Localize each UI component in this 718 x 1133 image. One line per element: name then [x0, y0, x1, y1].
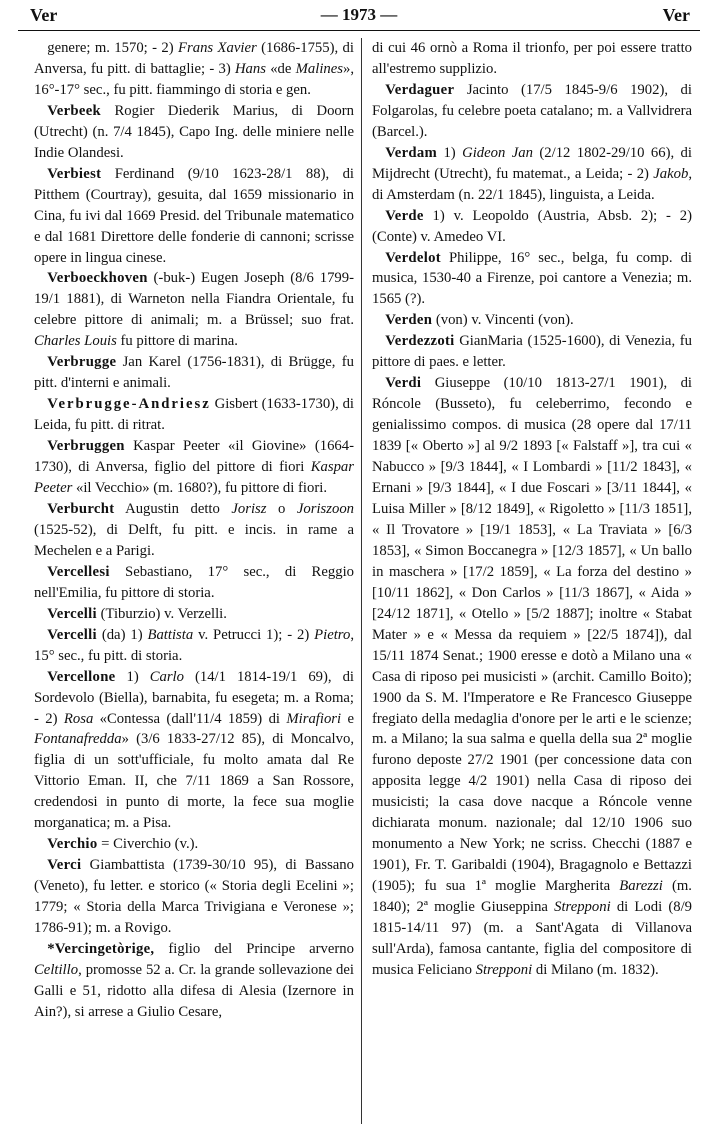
entry-text: = Civerchio (v.).: [97, 836, 199, 853]
entry-text: 1) v. Leopoldo (Austria, Absb. 2); - 2) (Conte) v. Amedeo VI.: [372, 207, 692, 245]
entry-headword: Verbeek: [47, 102, 101, 119]
page-header: [20, 4, 698, 26]
dictionary-entry: [34, 834, 354, 855]
dictionary-entry: [372, 310, 692, 331]
italic-name: Jorisz: [231, 500, 267, 517]
italic-name: Frans Xavier: [178, 40, 257, 56]
entry-text: Kaspar Peeter «il Giovine» (1664-1730), di Anversa, figlio del pittore di fiori: [34, 438, 354, 476]
dictionary-entry: [372, 143, 692, 206]
entry-text: Sebastiano, 17° sec., di Reggio nell'Emilia, fu pittore di storia.: [34, 563, 354, 601]
dictionary-entry: [34, 939, 354, 1023]
dictionary-entry: [372, 38, 692, 80]
italic-name: Jakob: [653, 165, 689, 182]
header-left-guide-word: Ver: [30, 5, 58, 25]
entry-text: Rogier Diederik Marius, di Doorn (Utrecht) (n. 7/4 1845), Capo Ing. delle miniere nelle Indie Olandesi.: [34, 102, 354, 161]
entry-text: (1686-1755), di Anversa, fu pitt. di battaglie; - 3): [34, 40, 354, 77]
italic-name: Rosa: [63, 710, 94, 727]
italic-name: Joriszoon: [296, 500, 355, 517]
entry-text: (2/12 1802-29/10 66), di Mijdrecht (Utrecht), fu matemat., a Leida; - 2): [372, 144, 692, 182]
entry-headword: Vercelli: [47, 626, 97, 643]
entry-text: (Tiburzio) v. Verzelli.: [96, 605, 227, 622]
entry-text: (-buk-) Eugen Joseph (8/6 1799-19/1 1881), di Warneton nella Fiandra Orientale, fu celebre pittore di animali; m. a Brüssel; suo frat.: [34, 270, 354, 329]
entry-headword: Verbiest: [47, 165, 102, 182]
entry-text: 1): [115, 668, 150, 685]
entry-text: », 16°-17° sec., fu pitt. fiammingo di storia e gen.: [34, 60, 354, 98]
dictionary-entry: [372, 373, 692, 981]
entry-text: (1525-52), di Delft, fu pitt. e incis. in rame a Mechelen e a Parigi.: [34, 521, 354, 559]
dictionary-entry: [34, 436, 354, 499]
entry-text: 1): [437, 144, 463, 161]
dictionary-entry: [34, 38, 354, 101]
entry-headword: Verde: [385, 207, 424, 224]
entry-text: Philippe, 16° sec., belga, fu comp. di musica, 1530-40 a Firenze, poi cantore a Venezia; m. 1565 (?).: [372, 249, 692, 308]
entry-text: (da) 1): [96, 626, 148, 643]
entry-text: e: [341, 710, 354, 727]
entry-text: genere; m. 1570; - 2): [47, 40, 179, 56]
entry-headword: Verbrugge-Andriesz: [47, 396, 211, 413]
entry-text: GianMaria (1525-1600), di Venezia, fu pittore di paes. e letter.: [372, 333, 692, 371]
dictionary-entry: [34, 352, 354, 394]
dictionary-entry: [34, 667, 354, 835]
entry-text: di cui 46 ornò a Roma il trionfo, per poi essere tratto all'estremo supplizio.: [372, 40, 692, 77]
italic-name: Kaspar Peeter: [34, 459, 354, 497]
entry-headword: Vercellesi: [47, 563, 110, 580]
italic-name: Carlo: [149, 668, 184, 685]
entry-text: , promosse 52 a. Cr. la grande sollevazione dei Galli e 51, ridotto alla difesa di Alesia (Izernore in Ain?), si arrese a Giulio Cesare,: [34, 961, 354, 1020]
dictionary-entry: [34, 604, 354, 625]
dictionary-entry: [372, 206, 692, 248]
italic-name: Charles Louis: [34, 333, 117, 350]
italic-name: Malines: [295, 60, 343, 77]
dictionary-entry: [34, 499, 354, 562]
dictionary-entry: [372, 331, 692, 373]
entry-headword: Vercelli: [47, 605, 97, 622]
entry-text: Jacinto (17/5 1845-9/6 1902), di Folgarolas, fu celebre poeta catalano; m. a Vallvidrera (Barcel.).: [372, 81, 692, 140]
entry-text: «de: [265, 60, 296, 77]
italic-name: Celtillo: [34, 961, 79, 978]
dictionary-entry: [372, 80, 692, 143]
entry-headword: Verci: [47, 857, 82, 874]
entry-text: «Contessa (dall'11/4 1859) di: [93, 710, 287, 727]
entry-text: «il Vecchio» (m. 1680?), fu pittore di fiori.: [72, 480, 327, 497]
entry-headword: Verboeckhoven: [47, 270, 148, 287]
entry-headword: Verdaguer: [385, 81, 455, 98]
entry-text: v. Petrucci 1); - 2): [193, 626, 315, 643]
entry-text: » (3/6 1833-27/12 85), di Moncalvo, figlia di un sott'ufficiale, fu molto amata dal Re Vittorio Eman. II, che 7/11 1869 a San Rossore, credendosi in punto di morte, la fece sua moglie morganatica; m. a Pisa.: [34, 731, 354, 832]
entry-text: , 15° sec., fu pitt. di storia.: [34, 626, 354, 664]
entry-headword: Verdam: [385, 144, 438, 161]
entry-text: , di Amsterdam (n. 22/1 1845), linguista, a Leida.: [372, 165, 692, 203]
entry-text: di Milano (m. 1832).: [532, 961, 659, 978]
italic-name: Hans: [234, 60, 266, 77]
italic-name: Pietro: [314, 626, 351, 643]
entry-headword: Verbrugge: [47, 354, 117, 371]
column-divider: [361, 38, 362, 1124]
italic-name: Fontanafredda: [34, 731, 122, 748]
entry-text: Ferdinand (9/10 1623-28/1 88), di Pitthem (Courtray), gesuita, dal 1659 missionario in Cina, fu ivi dal 1669 Presid. del Tribunale matematico e dal 1681 Direttore delle fonderie di cannoni; scrisse opere in lingua cinese.: [34, 165, 354, 266]
entry-text: o: [266, 500, 297, 517]
entry-headword: Verdelot: [385, 249, 441, 266]
italic-name: Mirafiori: [286, 710, 342, 727]
entry-headword: *Vercingetòrige,: [47, 940, 155, 957]
right-column: [372, 38, 692, 981]
dictionary-entry: [34, 101, 354, 164]
italic-name: Barezzi: [619, 878, 663, 895]
entry-text: figlio del Principe arverno: [154, 940, 354, 957]
entry-headword: Vercellone: [47, 668, 116, 685]
entry-text: Gisbert (1633-1730), di Leida, fu pitt. di ritrat.: [34, 396, 354, 434]
italic-name: Strepponi: [475, 961, 533, 978]
dictionary-entry: [34, 268, 354, 352]
entry-headword: Verdezzoti: [385, 333, 455, 350]
entry-headword: Verchio: [47, 836, 98, 853]
italic-name: Gideon Jan: [462, 144, 533, 161]
left-column: [34, 38, 354, 1023]
entry-text: (m. 1840); 2ª moglie Giuseppina: [372, 878, 692, 916]
dictionary-entry: [34, 394, 354, 436]
dictionary-entry: [34, 855, 354, 939]
entry-headword: Verden: [385, 312, 433, 329]
page-number: — 1973 —: [320, 5, 398, 24]
header-rule: [18, 30, 700, 31]
italic-name: Strepponi: [554, 899, 611, 916]
header-right-guide-word: Ver: [662, 5, 690, 25]
dictionary-entry: [34, 562, 354, 604]
dictionary-entry: [372, 248, 692, 311]
entry-text: di Lodi (8/9 1815-14/11 97) (m. a Sant'Agata di Villanova sull'Arda), famosa cantante, figlia del compositore di musica Feliciano: [372, 899, 692, 978]
entry-headword: Verburcht: [47, 500, 115, 517]
entry-text: (von) v. Vincenti (von).: [432, 312, 574, 329]
entry-headword: Verdi: [385, 375, 422, 392]
entry-text: Augustin detto: [114, 500, 232, 517]
entry-text: Jan Karel (1756-1831), di Brügge, fu pitt. d'interni e animali.: [34, 354, 354, 392]
italic-name: Battista: [147, 626, 194, 643]
entry-headword: Verbruggen: [47, 438, 125, 455]
dictionary-entry: [34, 625, 354, 667]
entry-text: (14/1 1814-19/1 69), di Sordevolo (Biella), barnabita, fu esegeta; m. a Roma; - 2): [34, 668, 354, 727]
dictionary-entry: [34, 164, 354, 269]
entry-text: Giambattista (1739-30/10 95), di Bassano (Veneto), fu letter. e storico (« Storia degli Ecelini »; 1779; « Storia della Marca Trivigiana e Veronese »; 1786-91); m. a Rovigo.: [34, 857, 354, 937]
entry-text: Giuseppe (10/10 1813-27/1 1901), di Róncole (Busseto), fu celeberrimo, fecondo e genialissimo compos. di musica (28 opere dal 17/11 1839 [« Oberto »] al 9/2 1893 [« Falstaff »], tra cui « Nabucco » [9/3 1844], « I Lombardi » [11/2 1843], « Ernani » [9/3 1844], « I due Foscari » [3/11 1844], « Luisa Miller » [8/12 1849], « Rigoletto » [11/3 1851], « Il Trovatore » [19/1 1853], « La Traviata » [6/3 1853], « Simon Boccanegra » [12/3 1857], « Un ballo in maschera » [17/2 1859], « La forza del destino » [10/11 1862], « Don Carlos » [11/3 1867], « Aida » [24/12 1871], « Otello » [5/2 1887]; inoltre « Stabat Mater » e « Messa da requiem » [22/5 1874]), dal 15/11 1874 Senat.; 1900 eresse e dotò a Milano una « Casa di riposo pei musicisti » (archit. Camillo Boito); 1900 da S. M. l'Imperatore e Re Francesco Giuseppe fregiato della medaglia d'onore per le arti e le scienze; m. a Milano; la sua salma e quella della sua 2ª moglie furono deposte 27/2 1901 (per concessione data con apposita legge 4/2 1901) nella Casa di riposo dei musicisti; la casa dove nacque a Róncole venne dichiarata monum. nazionale; dal 12/10 1906 suo monumento a New York; ne scriss. Checchi (1887 e 1901), Fr. T. Garibaldi (1904), Bragagnolo e Bettazzi (1905); fu sua 1ª moglie Margherita: [372, 375, 692, 895]
entry-text: fu pittore di marina.: [116, 333, 238, 350]
